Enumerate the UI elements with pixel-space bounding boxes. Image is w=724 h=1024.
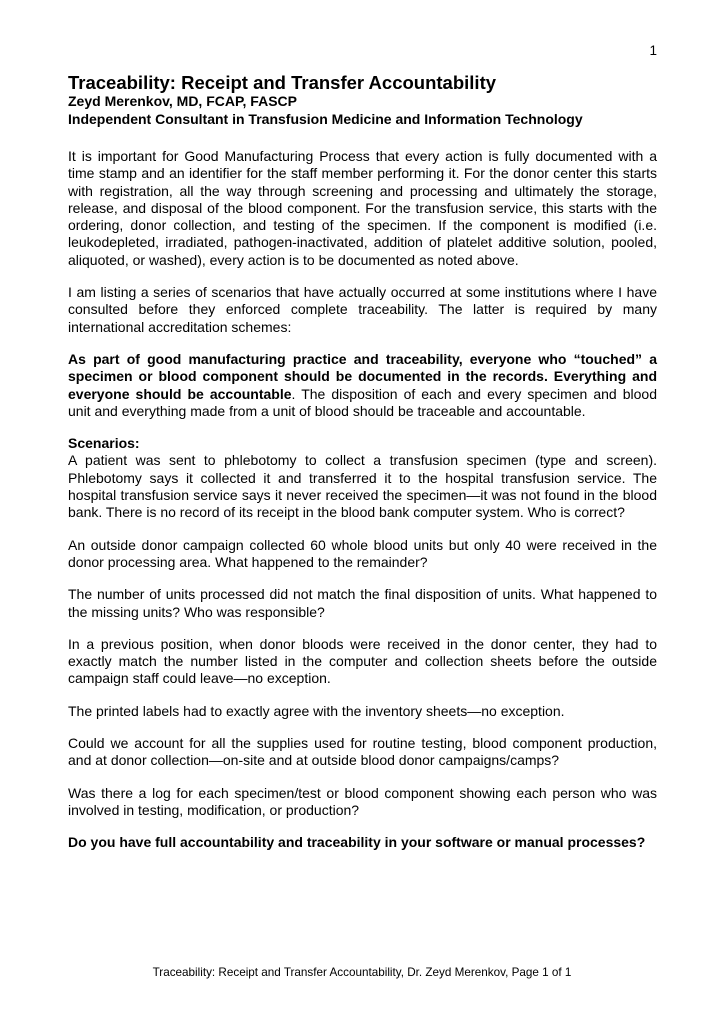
intro-paragraph-1: It is important for Good Manufacturing Process that every action is fully documented with a time stamp and an identifier for the staff member performing it. For the donor center this starts with registration, all the way through screening and processing and ultimately the storage, release, and disposal of the blood component. For the transfusion service, this starts with the ordering, donor collection, and testing of the specimen. If the component is modified (i.e. leukodepleted, irradiated, pathogen-inactivated, addition of platelet additive solution, pooled, aliquoted, or washed), every action is to be documented as noted above.	[68, 148, 657, 268]
closing-question: Do you have full accountability and traceability in your software or manual processes?	[68, 834, 646, 851]
statement-paragraph	[68, 351, 657, 420]
scenario-paragraph: In a previous position, when donor bloods were received in the donor center, they had to exactly match the number listed in the computer and collection sheets before the outside campaign staff could leave—no exception.	[68, 635, 657, 687]
scenario-paragraph: Was there a log for each specimen/test or blood component showing each person who was involved in testing, modification, or production?	[68, 784, 657, 818]
document-content	[68, 43, 657, 867]
scenario-paragraph: The printed labels had to exactly agree with the inventory sheets—no exception.	[68, 702, 565, 719]
page-number: 1	[649, 43, 657, 58]
scenario-paragraph: A patient was sent to phlebotomy to collect a transfusion specimen (type and screen). Phlebotomy says it collected it and transferred it to the hospital transfusion service. The hospital transfusion service says it never received the specimen—it was not found in the blood bank. There is no record of its receipt in the blood bank computer system. Who is correct?	[68, 452, 657, 521]
statement-bold-text: As part of good manufacturing practice and traceability, everyone who “touched” a specimen or blood component should be documented in the records. Everything and everyone should be accountable	[68, 350, 657, 402]
scenario-paragraph: An outside donor campaign collected 60 whole blood units but only 40 were received in the donor processing area. What happened to the remainder?	[68, 536, 657, 570]
intro-paragraph-2: I am listing a series of scenarios that have actually occurred at some institutions where I have consulted before they enforced complete traceability. The latter is required by many international accreditation schemes:	[68, 284, 657, 335]
author-role-line: Independent Consultant in Transfusion Medicine and Information Technology	[68, 110, 583, 127]
document-title: Traceability: Receipt and Transfer Accountability	[68, 72, 497, 93]
scenario-paragraph: The number of units processed did not match the final disposition of units. What happened to the missing units? Who was responsible?	[68, 586, 657, 620]
author-line: Zeyd Merenkov, MD, FCAP, FASCP	[68, 93, 297, 109]
scenario-paragraph: Could we account for all the supplies used for routine testing, blood component production, and at donor collection—on-site and at outside blood donor campaigns/camps?	[68, 735, 657, 769]
statement-regular-text: . The disposition of each and every specimen and blood unit and everything made from a unit of blood should be traceable and accountable.	[68, 385, 658, 419]
scenarios-heading: Scenarios:	[68, 435, 140, 452]
page-footer: Traceability: Receipt and Transfer Accountability, Dr. Zeyd Merenkov, Page 1 of 1	[152, 966, 572, 979]
document-body	[68, 148, 657, 852]
